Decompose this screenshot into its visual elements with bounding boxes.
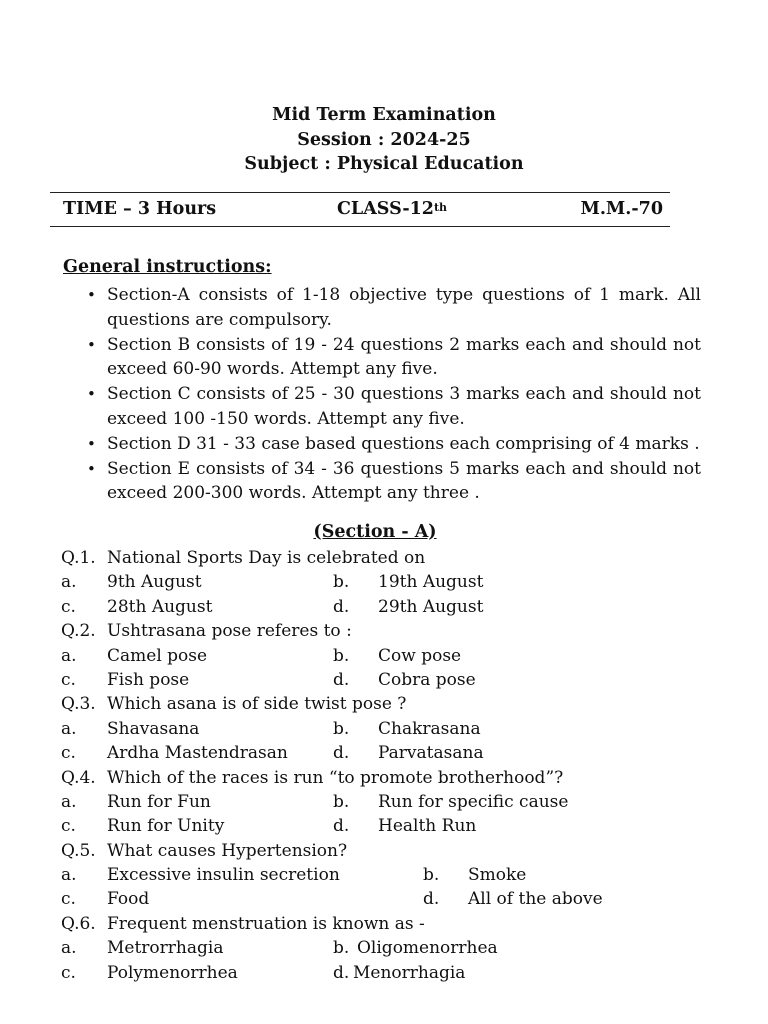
option-label: d. (333, 743, 350, 764)
option-row (0, 668, 768, 692)
option-text: 29th August (378, 596, 484, 617)
option-text: Parvatasana (378, 743, 484, 764)
option-label: d. (423, 889, 440, 910)
instruction-item: • Section B consists of 19 - 24 questions 2 marks each and should not exceed 60-90 words. Attempt any five. (107, 333, 701, 382)
option-text: Run for Unity (107, 816, 225, 837)
exam-max-marks: M.M.-70 (580, 199, 663, 219)
question-number: Q.1. (61, 548, 96, 568)
section-a-questions (0, 546, 768, 985)
exam-time: TIME – 3 Hours (63, 199, 217, 219)
option-label: a. (61, 938, 77, 959)
option-label: d. (333, 962, 350, 983)
question-text: Frequent menstruation is known as - (107, 913, 425, 934)
option-label: c. (61, 596, 76, 617)
option-row (0, 936, 768, 960)
question-line (0, 692, 768, 716)
option-label: b. (333, 645, 350, 666)
exam-class (337, 199, 447, 219)
exam-title: Mid Term Examination (272, 105, 496, 125)
question-line (0, 912, 768, 936)
exam-class-sup: th (433, 201, 448, 214)
question-number: Q.3. (61, 694, 96, 715)
option-label: b. (333, 718, 350, 739)
option-row (0, 863, 768, 887)
instruction-item: • Section D 31 - 33 case based questions each comprising of 4 marks . (107, 432, 701, 457)
option-label: a. (61, 718, 77, 739)
question-number: Q.4. (61, 767, 96, 788)
option-row (0, 595, 768, 619)
option-text: Polymenorrhea (107, 962, 238, 983)
option-label: c. (61, 816, 76, 837)
option-text: 9th August (107, 572, 202, 593)
option-row (0, 741, 768, 765)
question-text: What causes Hypertension? (107, 840, 348, 861)
question-line (0, 546, 768, 570)
instructions-title: General instructions: (63, 257, 272, 277)
instructions-list (107, 283, 701, 506)
option-text: Ardha Mastendrasan (107, 743, 288, 764)
option-text: Chakrasana (378, 718, 481, 739)
option-row (0, 570, 768, 594)
option-label: b. (423, 865, 440, 886)
option-text: Run for Fun (107, 791, 211, 812)
option-label: a. (61, 865, 77, 886)
option-label: a. (61, 645, 77, 666)
option-label: a. (61, 572, 77, 593)
option-row (0, 961, 768, 985)
option-text: Shavasana (107, 718, 200, 739)
option-row (0, 790, 768, 814)
instruction-item: • Section C consists of 25 - 30 questions 3 marks each and should not exceed 100 -150 words. Attempt any five. (107, 382, 701, 431)
question-line (0, 766, 768, 790)
option-label: c. (61, 669, 76, 690)
option-label: c. (61, 889, 76, 910)
option-label: a. (61, 791, 77, 812)
option-label: b. (333, 572, 350, 593)
instruction-item: • Section E consists of 34 - 36 questions 5 marks each and should not exceed 200-300 words. Attempt any three . (107, 457, 701, 506)
option-label: c. (61, 962, 76, 983)
option-row (0, 717, 768, 741)
option-label: b. (333, 791, 350, 812)
option-text: Metrorrhagia (107, 938, 224, 959)
exam-header (0, 103, 768, 177)
exam-class-base: CLASS-12 (337, 199, 434, 219)
option-row (0, 644, 768, 668)
option-text: Oligomenorrhea (357, 938, 498, 959)
option-text: Health Run (378, 816, 477, 837)
exam-subject: Subject : Physical Education (244, 154, 524, 174)
top-divider (50, 192, 670, 193)
option-text: Fish pose (107, 669, 190, 690)
option-label: c. (61, 743, 76, 764)
option-label: b. (333, 938, 350, 959)
exam-session: Session : 2024-25 (297, 129, 471, 150)
question-text: Ushtrasana pose referes to : (107, 621, 352, 642)
option-row (0, 887, 768, 911)
option-text: Excessive insulin secretion (107, 865, 340, 886)
question-number: Q.5. (61, 840, 96, 861)
question-line (0, 619, 768, 643)
section-a-title: (Section - A) (313, 522, 437, 542)
question-number: Q.2. (61, 621, 96, 642)
exam-meta-row (63, 199, 663, 225)
option-text: All of the above (468, 889, 603, 910)
option-text: 19th August (378, 572, 484, 593)
question-number: Q.6. (61, 913, 96, 934)
question-text: Which asana is of side twist pose ? (107, 694, 407, 715)
option-label: d. (333, 669, 350, 690)
question-text: Which of the races is run “to promote brotherhood”? (107, 767, 564, 788)
option-label: d. (333, 816, 350, 837)
option-text: Smoke (468, 865, 527, 886)
option-text: 28th August (107, 596, 213, 617)
instruction-item: • Section-A consists of 1-18 objective type questions of 1 mark. All questions are compulsory. (107, 283, 701, 332)
option-text: Menorrhagia (353, 962, 466, 983)
option-text: Cow pose (378, 645, 462, 666)
option-text: Camel pose (107, 645, 208, 666)
option-text: Food (107, 889, 150, 910)
bottom-divider (50, 226, 670, 227)
option-label: d. (333, 596, 350, 617)
question-text: National Sports Day is celebrated on (107, 548, 426, 568)
question-line (0, 839, 768, 863)
option-text: Run for specific cause (378, 791, 569, 812)
option-row (0, 814, 768, 838)
option-text: Cobra pose (378, 669, 476, 690)
